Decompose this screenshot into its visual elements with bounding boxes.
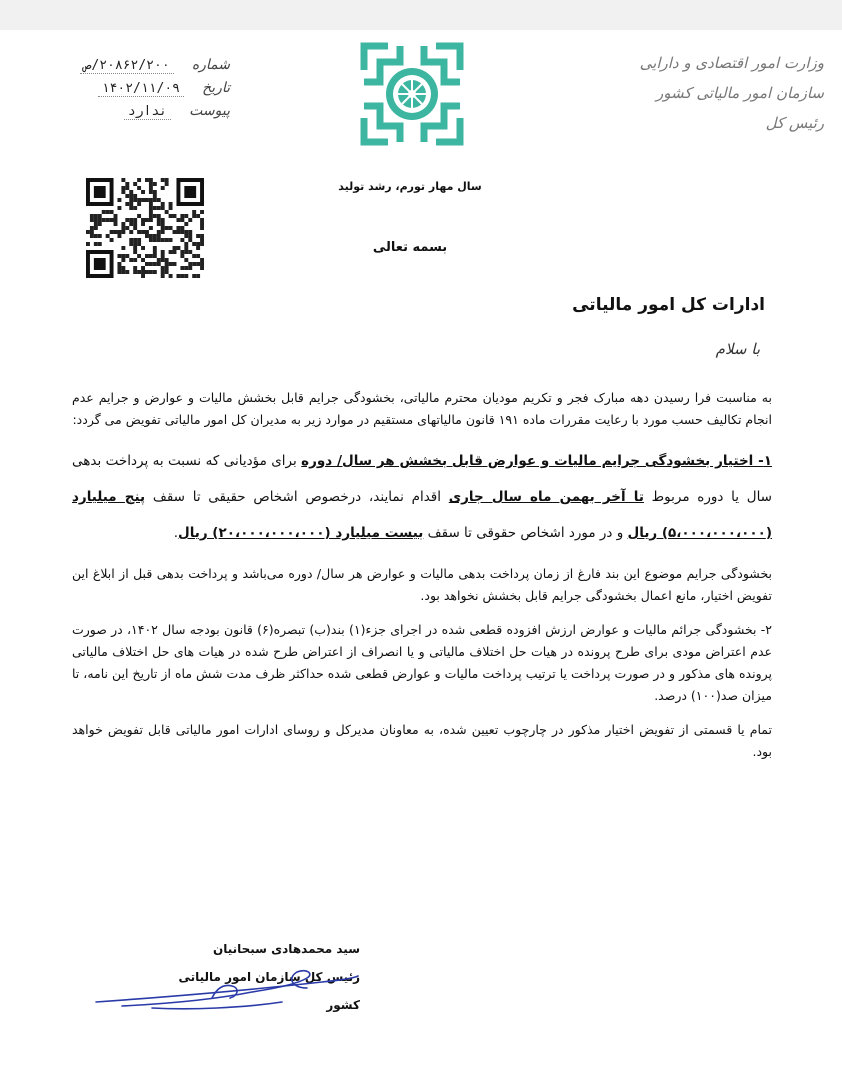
signer-title: رئیس کل سازمان امور مالیاتی کشور: [178, 970, 360, 1012]
intro-paragraph: به مناسبت فرا رسیدن دهه مبارک فجر و تکریم مودیان محترم مالیاتی، بخشودگی جرایم قابل بخشش مالیات و عوارض و جرایم عدم انجام تکالیف حسب مورد با رعایت مقررات ماده ۱۹۱ قانون مالیاتهای مستقیم در موارد زیر به مدیران کل امور مالیاتی تفویض می گردد:: [72, 390, 772, 427]
item-1-cap-individuals: پنج میلیارد (۵،۰۰۰،۰۰۰،۰۰۰) ریال: [72, 489, 772, 541]
paragraph-4: تمام یا قسمتی از تفویض اختیار مذکور در چارچوب تعیین شده، به معاونان مدیرکل و روسای ادارات امور مالیاتی قابل تفویض خواهد بود.: [72, 722, 772, 759]
item-1-text-c: و در مورد اشخاص حقوقی تا سقف: [423, 525, 628, 541]
qr-code-icon: [86, 178, 204, 278]
item-1-heading: ۱- اختیار بخشودگی جرایم مالیات و عوارض قابل بخشش هر سال/ دوره: [301, 453, 772, 469]
letter-date-label: تاریخ: [202, 80, 230, 96]
handwritten-signature: [92, 958, 362, 1018]
addressee: ادارات کل امور مالیاتی: [572, 295, 765, 315]
letter-number-label: شماره: [191, 57, 230, 73]
paragraph-2: بخشودگی جرایم موضوع این بند فارغ از زمان پرداخت بدهی مالیات و عوارض هر سال/ دوره می‌باشد و پرداخت بدهی قبل از ابلاغ این تفویض اختیار، مانع اعمال بخشودگی جرایم قابل بخشش نخواهد بود.: [72, 566, 772, 603]
signer-name: سید محمدهادی سبحانیان: [212, 942, 360, 956]
item-1-deadline: تا آخر بهمن ماه سال جاری: [448, 489, 644, 505]
letter-body: [72, 387, 772, 775]
letter-date-value: ۱۴۰۲/۱۱/۰۹: [98, 81, 184, 97]
letter-number-row: [60, 54, 230, 77]
bismillah: بسمه تعالی: [372, 240, 448, 255]
ministry-line-2: سازمان امور مالیاتی کشور: [656, 84, 824, 102]
ministry-line-1: وزارت امور اقتصادی و دارایی: [639, 54, 824, 72]
year-slogan: سال مهار تورم، رشد تولید: [338, 180, 482, 193]
letter-attachment-value: ندارد: [124, 104, 171, 120]
ministry-header: [624, 48, 824, 138]
item-1-text-b: اقدام نمایند، درخصوص اشخاص حقیقی تا سقف: [145, 489, 449, 505]
item-1-cap-legal: بیست میلیارد (۲۰،۰۰۰،۰۰۰،۰۰۰) ریال: [177, 525, 424, 541]
letter-date-row: [60, 77, 230, 100]
item-1-text-a: برای مؤدیانی که نسبت به پرداخت بدهی سال یا دوره مربوط: [72, 453, 772, 505]
item-1-paragraph: [72, 443, 772, 551]
letter-metadata: [60, 54, 230, 123]
letter-number-value: ۲۰۸۶۲/۲۰۰/ص: [80, 58, 174, 74]
greeting: با سلام: [715, 340, 760, 358]
ministry-line-3: رئیس کل: [765, 114, 824, 132]
letter-attachment-label: پیوست: [189, 103, 230, 119]
letter-attachment-row: [60, 100, 230, 123]
top-band: [0, 0, 842, 30]
paragraph-3: ۲- بخشودگی جرائم مالیات و عوارض ارزش افزوده قطعی شده در اجرای جزء(۱) بند(ب) تبصره(۶) قانون بودجه سال ۱۴۰۲، در صورت عدم اعتراض مودی برای طرح پرونده در هیات حل اختلاف مالیاتی و یا انصراف از اعتراض طرح شده در هیات های حل اختلاف مالیاتی پرونده های مذکور و در صورت پرداخت یا ترتیب پرداخت مالیات و عوارض قطعی شده حداکثر ظرف مدت شش ماه از تاریخ این نامه، تا میزان صد(۱۰۰) درصد.: [72, 622, 773, 703]
item-1-end: .: [173, 525, 178, 541]
tax-organization-logo: [356, 38, 468, 150]
